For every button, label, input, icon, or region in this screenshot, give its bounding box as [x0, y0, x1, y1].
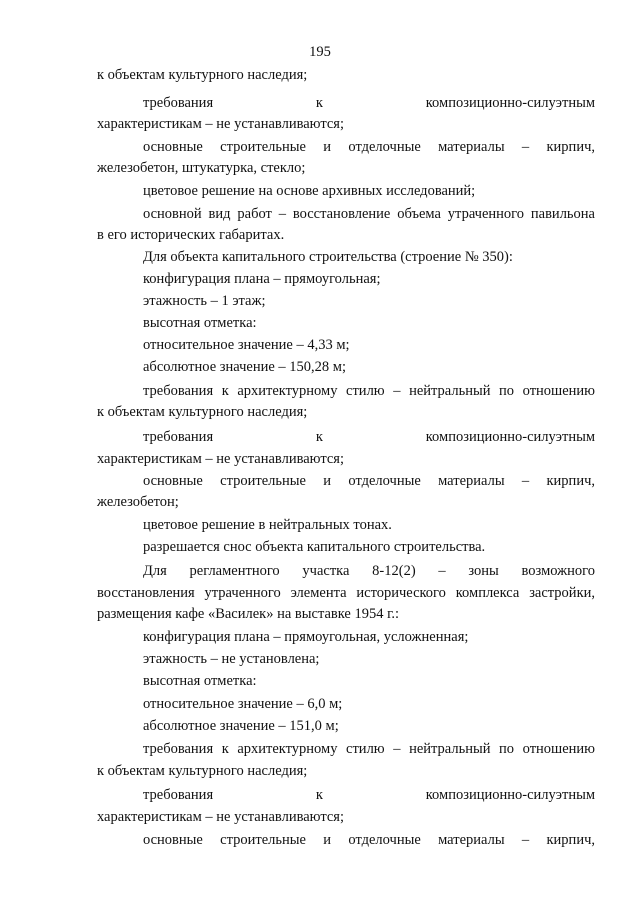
text-line: относительное значение – 6,0 м;: [143, 696, 343, 712]
text-line: восстановления утраченного элемента исторического комплекса застройки,: [97, 585, 595, 601]
text-line: характеристикам – не устанавливаются;: [97, 116, 344, 132]
text-line: разрешается снос объекта капитального строительства.: [143, 539, 486, 555]
text-line: требования к архитектурному стилю – нейтральный по отношению: [143, 741, 595, 757]
text-line: Для объекта капитального строительства (строение № 350):: [143, 249, 513, 265]
text-line: характеристикам – не устанавливаются;: [97, 809, 344, 825]
text-line: цветовое решение в нейтральных тонах.: [143, 517, 392, 533]
text-line: абсолютное значение – 151,0 м;: [143, 718, 339, 734]
text-line: в его исторических габаритах.: [97, 227, 285, 243]
text-line: к объектам культурного наследия;: [97, 763, 308, 779]
text-line: высотная отметка:: [143, 315, 257, 331]
text-line: [143, 428, 595, 446]
text-line: этажность – 1 этаж;: [143, 293, 266, 309]
text-line: конфигурация плана – прямоугольная, усложненная;: [143, 629, 469, 645]
text-line: основные строительные и отделочные материалы – кирпич,: [143, 473, 595, 489]
word: к: [315, 429, 323, 445]
word: к: [315, 95, 323, 111]
text-line: основные строительные и отделочные материалы – кирпич,: [143, 139, 595, 155]
page-number: 195: [309, 44, 331, 60]
text-line: к объектам культурного наследия;: [97, 67, 308, 83]
word: к: [315, 787, 323, 803]
text-line: железобетон, штукатурка, стекло;: [97, 160, 306, 176]
word: требования: [143, 787, 214, 803]
word: композиционно-силуэтным: [425, 95, 595, 111]
text-line: характеристикам – не устанавливаются;: [97, 451, 344, 467]
text-line: относительное значение – 4,33 м;: [143, 337, 350, 353]
text-line: абсолютное значение – 150,28 м;: [143, 359, 346, 375]
text-line: высотная отметка:: [143, 673, 257, 689]
word: композиционно-силуэтным: [425, 787, 595, 803]
text-line: железобетон;: [97, 494, 179, 510]
word: композиционно-силуэтным: [425, 429, 595, 445]
text-line: цветовое решение на основе архивных исследований;: [143, 183, 476, 199]
text-line: к объектам культурного наследия;: [97, 404, 308, 420]
text-line: требования к архитектурному стилю – нейтральный по отношению: [143, 383, 595, 399]
word: требования: [143, 95, 214, 111]
text-line: Для регламентного участка 8-12(2) – зоны возможного: [143, 563, 595, 579]
text-line: основные строительные и отделочные материалы – кирпич,: [143, 832, 595, 848]
text-line: размещения кафе «Василек» на выставке 1954 г.:: [97, 606, 400, 622]
text-line: этажность – не установлена;: [143, 651, 320, 667]
text-line: конфигурация плана – прямоугольная;: [143, 271, 381, 287]
text-line: [143, 786, 595, 804]
word: требования: [143, 429, 214, 445]
text-line: [143, 94, 595, 112]
text-line: основной вид работ – восстановление объема утраченного павильона: [143, 206, 595, 222]
